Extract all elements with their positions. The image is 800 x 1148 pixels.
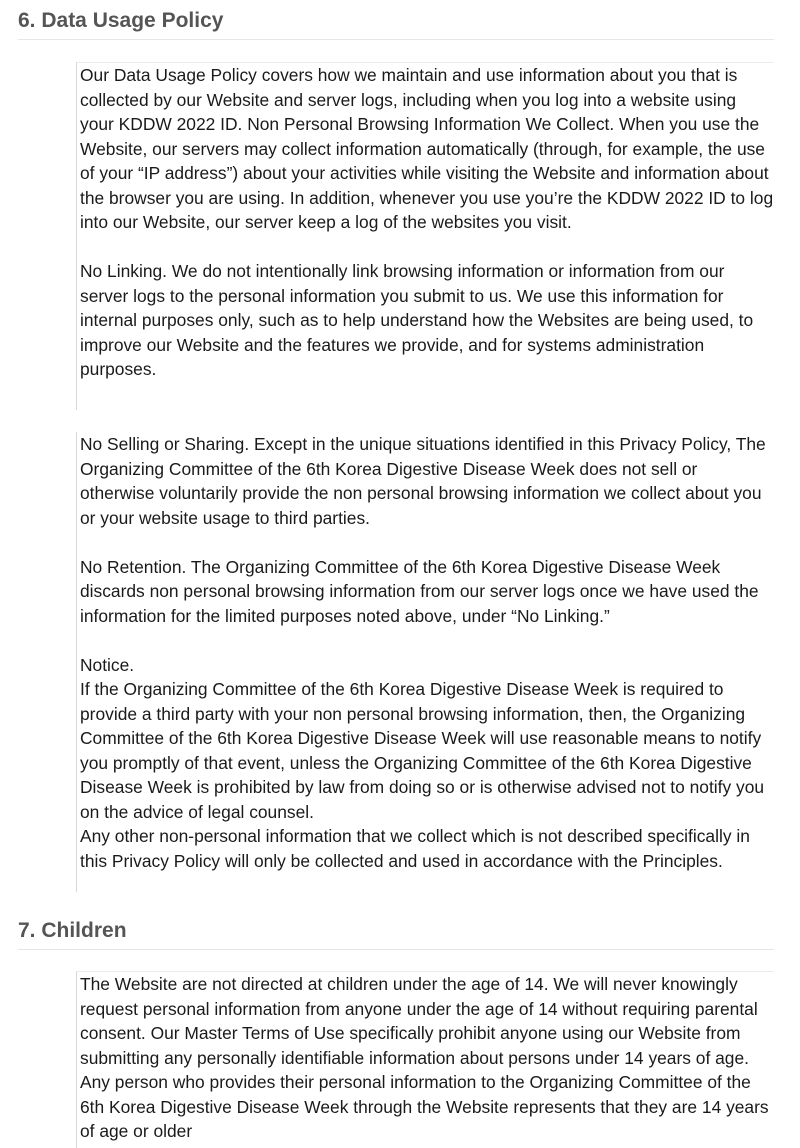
- paragraph-notice-body: If the Organizing Committee of the 6th Korea Digestive Disease Week is required to provide a third party with your non personal browsing information, then, the Organizing Committee of the 6th Korea Digestive Disease Week will use reasonable means to notify you promptly of that event, unless the Organizing Committee of the 6th Korea Digestive Disease Week is prohibited by law from doing so or is otherwise advised not to notify you on the advice of legal counsel.: [80, 679, 765, 822]
- paragraph-data-usage-overview: Our Data Usage Policy covers how we maintain and use information about you that is collected by our Website and server logs, including when you log into a website using your KDDW 2022 ID. Non Personal Browsing Information We Collect. When you use the Website, our servers may collect information automatically (through, for example, the use of your “IP address”) about your activities while visiting the Website and information about the browser you are using. In addition, whenever you use you’re the KDDW 2022 ID to log into our Website, our server keep a log of the websites you visit.: [80, 65, 774, 232]
- paragraph-no-selling: No Selling or Sharing. Except in the unique situations identified in this Privacy Policy, The Organizing Committee of the 6th Korea Digestive Disease Week does not sell or otherwise voluntarily provide the non personal browsing information we collect about you or your website usage to third parties.: [80, 434, 766, 528]
- paragraph-children: The Website are not directed at children under the age of 14. We will never knowingly request personal information from anyone under the age of 14 without requiring parental consent. Our Master Terms of Use specifically prohibit anyone using our Website from submitting any personally identifiable information about persons under 14 years of age. Any person who provides their personal information to the Organizing Committee of the 6th Korea Digestive Disease Week through the Website represents that they are 14 years of age or older: [80, 974, 769, 1141]
- section-heading-data-usage-policy: 6. Data Usage Policy: [18, 8, 774, 40]
- paragraph-no-retention: No Retention. The Organizing Committee of the 6th Korea Digestive Disease Week discards non personal browsing information from our server logs once we have used the information for the limited purposes noted above, under “No Linking.”: [80, 556, 759, 626]
- section-body-children: [76, 971, 774, 1148]
- section-body-data-usage-policy-continued: [76, 432, 774, 892]
- section-heading-children: 7. Children: [18, 918, 774, 950]
- paragraph-no-linking: No Linking. We do not intentionally link browsing information or information from our server logs to the personal information you submit to us. We use this information for internal purposes only, such as to help understand how the Websites are being used, to improve our Website and the features we provide, and for systems administration purposes.: [80, 261, 754, 379]
- section-body-data-usage-policy: [76, 62, 774, 410]
- paragraph-other-information: Any other non-personal information that we collect which is not described specifically in this Privacy Policy will only be collected and used in accordance with the Principles.: [80, 826, 750, 871]
- paragraph-notice-title: Notice.: [80, 654, 135, 675]
